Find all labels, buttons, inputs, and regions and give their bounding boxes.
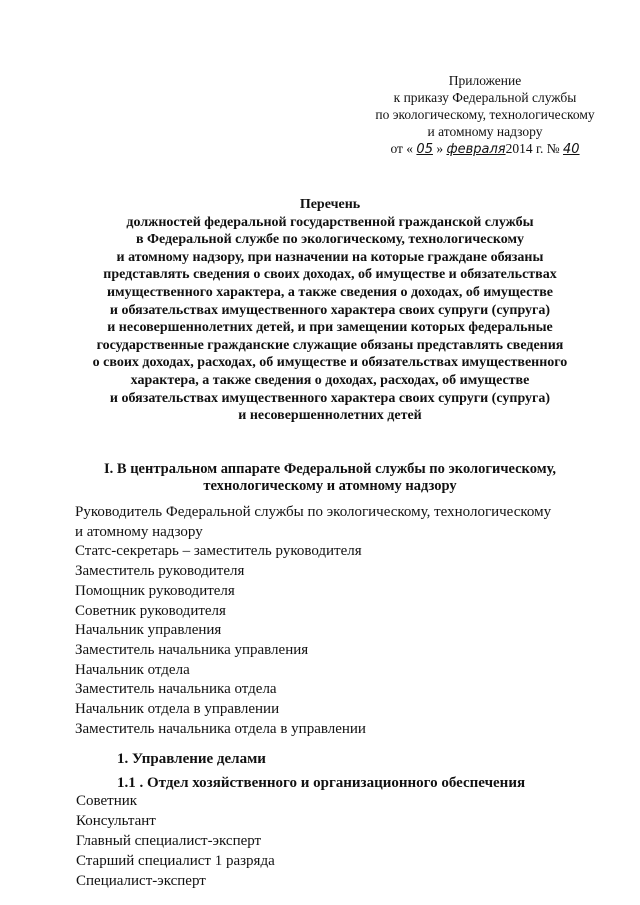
title-line: представлять сведения о своих доходах, об имуществе и обязательствах [103, 267, 557, 283]
appendix-agency-line: по экологическому, технологическому [375, 107, 595, 122]
date-year: 2014 г. [505, 141, 544, 156]
title-line: и обязательствах имущественного характера своих супруги (супруга) [109, 302, 551, 318]
appendix-date-line [360, 140, 610, 158]
list-item: Начальник отдела в управлении [75, 701, 280, 718]
date-month: февраля [446, 142, 506, 157]
title-line: должностей федеральной государственной гражданской службы [126, 214, 534, 230]
date-prefix: от « [390, 141, 414, 156]
title-line: и атомному надзору, при назначении на которые граждане обязаны [116, 249, 544, 265]
department-positions-list [76, 791, 275, 891]
date-mid: » [436, 141, 444, 156]
order-number: 40 [563, 142, 580, 157]
subsection-department-heading: 1.1 . Отдел хозяйственного и организационного обеспечения [117, 775, 526, 791]
document-title [40, 196, 620, 425]
list-item: Заместитель начальника управления [75, 641, 309, 658]
title-line: и обязательствах имущественного характера своих супруги (супруга) [109, 390, 551, 406]
title-line: и несовершеннолетних детей, и при замещении которых федеральные [107, 320, 553, 336]
section-heading [40, 461, 620, 495]
list-item: Консультант [76, 813, 156, 829]
list-item: и атомному надзору [75, 523, 203, 540]
title-line: государственные гражданские служащие обязаны представлять сведения [96, 337, 564, 353]
title-line: в Федеральной службе по экологическому, технологическому [135, 232, 525, 248]
title-line: о своих доходах, расходах, об имуществе и обязательствах имущественного [92, 355, 568, 371]
positions-list [75, 503, 551, 739]
list-item: Начальник управления [75, 622, 222, 639]
list-item: Советник [76, 793, 138, 809]
list-item: Главный специалист-эксперт [76, 833, 262, 849]
list-item: Помощник руководителя [75, 582, 235, 599]
list-item: Статс-секретарь – заместитель руководителя [75, 543, 362, 560]
list-item: Специалист-эксперт [76, 873, 206, 889]
list-item: Заместитель начальника отдела [75, 681, 277, 698]
number-label: № [546, 141, 560, 156]
title-heading: Перечень [299, 197, 361, 212]
title-line: и несовершеннолетних детей [238, 408, 422, 424]
subsection-heading: 1. Управление делами [117, 751, 266, 767]
date-day: 05 [416, 142, 433, 157]
appendix-header [360, 72, 610, 158]
list-item: Советник руководителя [75, 602, 226, 619]
appendix-label: Приложение [448, 73, 522, 88]
list-item: Начальник отдела [75, 661, 190, 678]
list-item: Заместитель руководителя [75, 563, 245, 580]
appendix-order-ref: к приказу Федеральной службы [393, 90, 577, 105]
appendix-agency-line-2: и атомному надзору [427, 124, 543, 139]
title-line: имущественного характера, а также сведения о доходах, об имуществе [106, 284, 553, 300]
section-heading-line-1: I. В центральном аппарате Федеральной службы по экологическому, [104, 461, 556, 477]
list-item: Руководитель Федеральной службы по экологическому, технологическому [75, 504, 552, 520]
list-item: Заместитель начальника отдела в управлении [75, 720, 366, 737]
section-heading-line-2: технологическому и атомному надзору [203, 478, 457, 494]
title-line: характера, а также сведения о доходах, расходах, об имуществе [130, 372, 530, 388]
list-item: Старший специалист 1 разряда [76, 853, 275, 869]
